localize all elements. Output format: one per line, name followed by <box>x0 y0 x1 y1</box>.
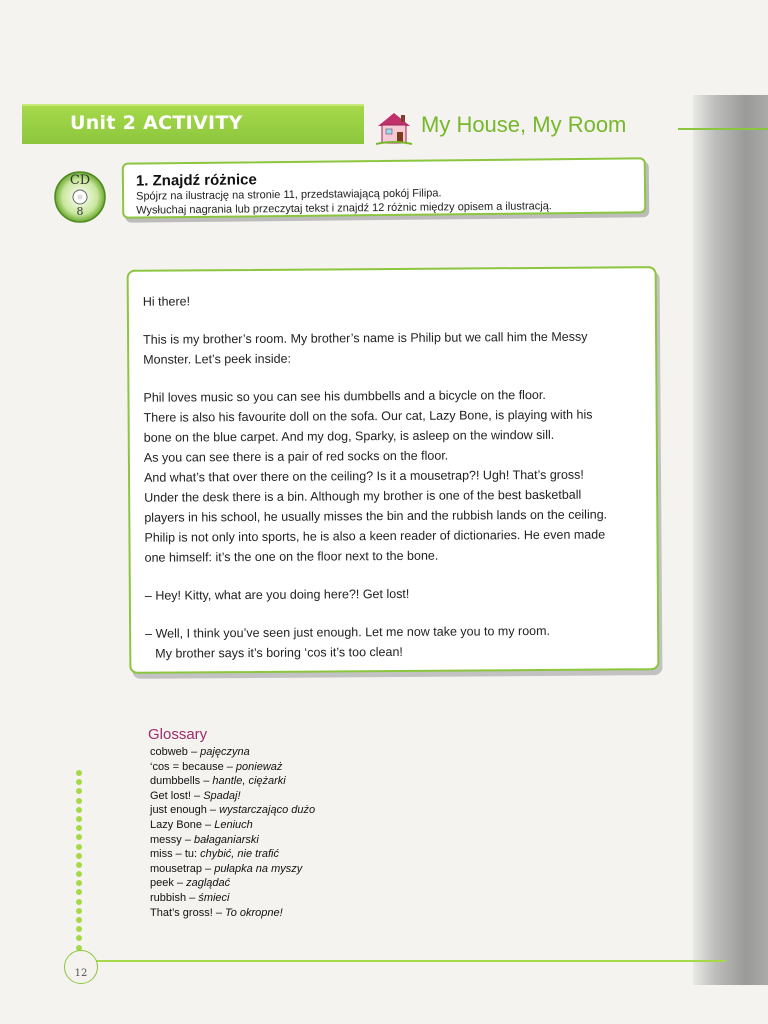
glossary-translation: zaglądać <box>186 877 231 890</box>
task-title: 1. Znajdź różnice <box>135 171 257 190</box>
glossary-translation: bałaganiarski <box>194 833 259 846</box>
glossary-term: just enough – <box>150 804 220 817</box>
glossary-translation: śmieci <box>198 891 230 904</box>
house-icon <box>374 110 414 146</box>
cd-label: CD <box>69 173 91 188</box>
glossary-translation: pajęczyna <box>200 746 250 758</box>
text-line: As you can see there is a pair of red socks on the floor. <box>143 448 449 465</box>
text-line: Phil loves music so you can see his dumbbells and a bicycle on the floor. <box>143 387 546 405</box>
glossary-term: ‘cos = because – <box>150 760 236 773</box>
decorative-dots <box>76 770 86 970</box>
glossary-term: That’s gross! – <box>150 906 225 919</box>
task-instruction-1: Spójrz na ilustrację na stronie 11, przedstawiającą pokój Filipa. <box>136 187 442 203</box>
glossary-term: cobweb – <box>150 746 201 758</box>
text-line: This is my brother’s room. My brother’s name is Philip but we call him the Messy <box>143 329 588 347</box>
unit-label: Unit 2 ACTIVITY <box>70 112 243 134</box>
text-line: bone on the blue carpet. And my dog, Sparky, is asleep on the window sill. <box>143 427 555 445</box>
glossary-translation: chybić, nie trafić <box>200 848 279 861</box>
text-line: My brother says it’s boring ‘cos it’s too clean! <box>155 644 403 661</box>
glossary-item <box>150 818 450 833</box>
glossary-item <box>150 906 450 921</box>
glossary-translation: To okropne! <box>225 906 283 919</box>
glossary-term: rubbish – <box>150 891 199 904</box>
glossary-item <box>150 833 450 848</box>
text-line: Philip is not only into sports, he is also a keen reader of dictionaries. He even made <box>144 527 606 545</box>
glossary-translation: ponieważ <box>235 760 283 773</box>
glossary-list <box>150 745 450 920</box>
glossary-term: Lazy Bone – <box>150 818 215 831</box>
page-number: 12 <box>74 968 88 979</box>
text-line: – Well, I think you’ve seen just enough. Let me now take you to my room. <box>145 623 551 641</box>
glossary-title: Glossary <box>148 726 208 743</box>
glossary-item <box>150 774 450 789</box>
glossary-item <box>150 803 450 818</box>
glossary-translation: Leniuch <box>214 818 253 831</box>
title-rule <box>678 128 768 130</box>
cd-track-number: 8 <box>76 205 84 218</box>
glossary-term: miss – tu: <box>150 848 201 861</box>
glossary-term: mousetrap – <box>150 862 215 875</box>
text-line: Monster. Let’s peek inside: <box>143 351 292 367</box>
glossary-term: peek – <box>150 877 187 890</box>
glossary-translation: hantle, ciężarki <box>212 775 286 788</box>
footer-rule <box>96 960 726 962</box>
glossary-translation: wystarczająco dużo <box>219 804 316 817</box>
glossary-item <box>150 847 450 862</box>
reading-text-box <box>127 266 660 674</box>
glossary-item <box>150 862 450 877</box>
glossary-item <box>150 745 450 760</box>
text-greeting: Hi there! <box>142 294 191 309</box>
page-edge-shadow <box>693 95 768 985</box>
text-line: – Hey! Kitty, what are you doing here?! Get lost! <box>144 586 410 603</box>
glossary-item <box>150 760 450 775</box>
glossary-item <box>150 891 450 906</box>
glossary-term: messy – <box>150 833 195 846</box>
task-box <box>122 157 647 218</box>
text-line: And what’s that over there on the ceiling? Is it a mousetrap?! Ugh! That’s gross! <box>143 467 584 485</box>
glossary-term: Get lost! – <box>150 789 204 802</box>
page-title: My House, My Room <box>421 112 627 137</box>
text-line: Under the desk there is a bin. Although my brother is one of the best basketball <box>144 487 582 505</box>
text-line: one himself: it’s the one on the floor next to the bone. <box>144 548 439 565</box>
task-instruction-2: Wysłuchaj nagrania lub przeczytaj tekst i znajdź 12 różnic między opisem a ilustracją. <box>136 200 552 217</box>
glossary-item <box>150 789 450 804</box>
text-line: players in his school, he usually misses the bin and the rubbish lands on the ceiling. <box>144 507 608 525</box>
glossary-item <box>150 876 450 891</box>
glossary-translation: pułapka na myszy <box>214 862 303 875</box>
glossary-translation: Spadaj! <box>203 789 241 802</box>
glossary-term: dumbbells – <box>150 775 213 788</box>
text-line: There is also his favourite doll on the sofa. Our cat, Lazy Bone, is playing with his <box>143 407 593 425</box>
